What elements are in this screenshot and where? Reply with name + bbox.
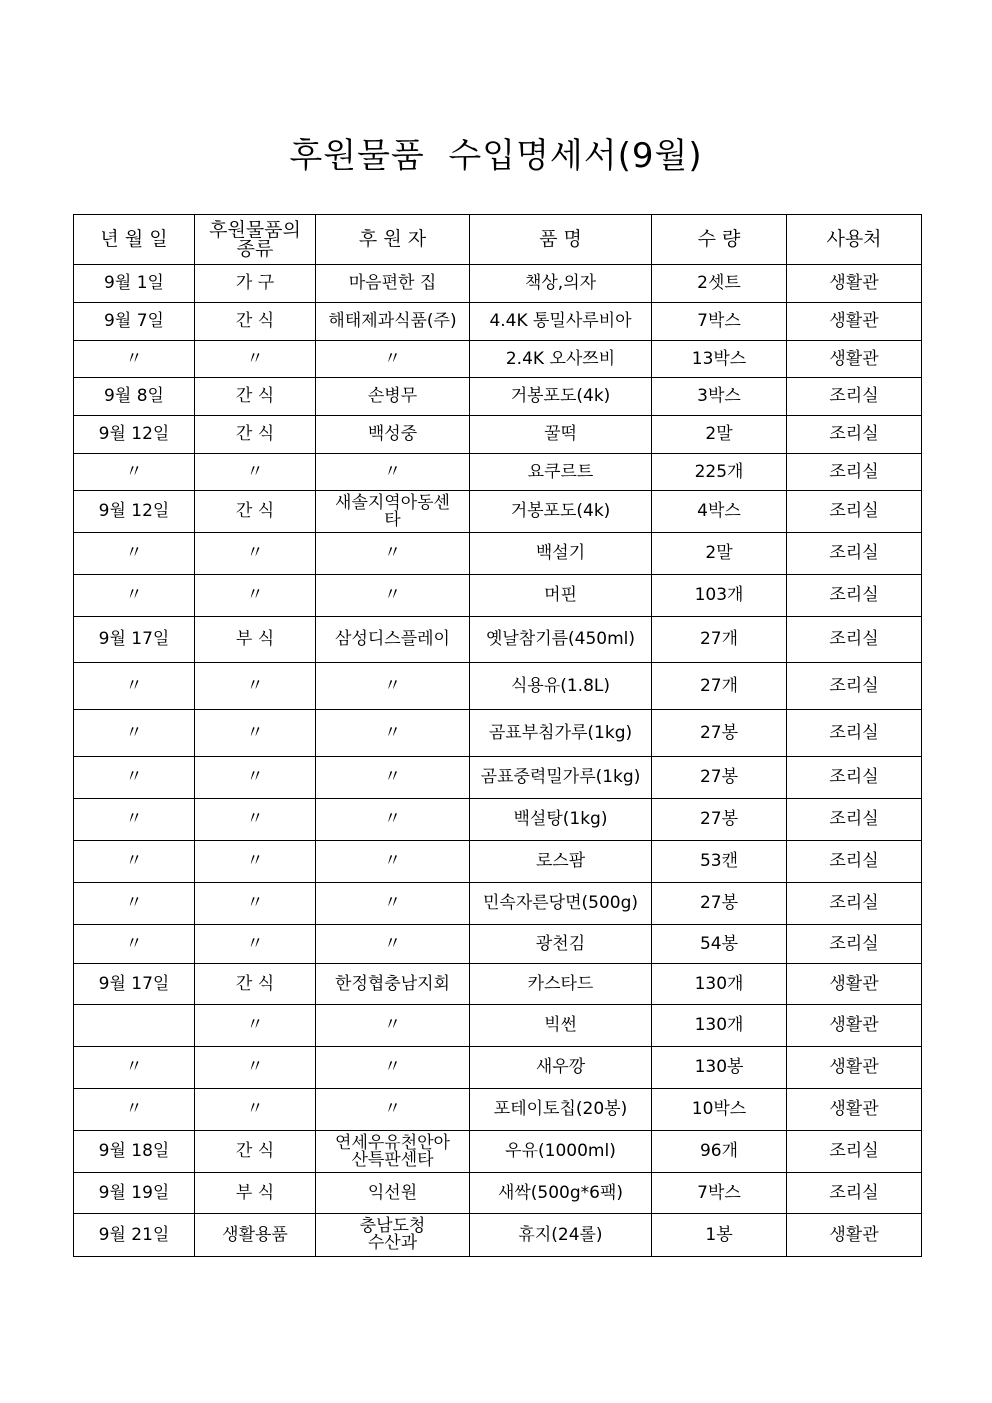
type-cell: 〃: [195, 454, 316, 491]
date-cell: 〃: [74, 533, 195, 575]
usage-cell: 생활관: [787, 1047, 922, 1089]
donor-cell: 〃: [316, 710, 470, 757]
donor-cell: 〃: [316, 925, 470, 964]
header-quantity: 수 량: [652, 215, 787, 265]
quantity-cell: 103개: [652, 575, 787, 617]
type-cell: 〃: [195, 533, 316, 575]
item-cell: 우유(1000ml): [470, 1131, 652, 1173]
type-cell: 간 식: [195, 378, 316, 416]
type-cell: 〃: [195, 841, 316, 883]
type-cell: 〃: [195, 575, 316, 617]
usage-cell: 생활관: [787, 1005, 922, 1047]
date-cell: 9월 12일: [74, 491, 195, 533]
header-donor: 후 원 자: [316, 215, 470, 265]
type-cell: 가 구: [195, 265, 316, 303]
item-cell: 거봉포도(4k): [470, 378, 652, 416]
quantity-cell: 10박스: [652, 1089, 787, 1131]
quantity-cell: 130개: [652, 964, 787, 1005]
usage-cell: 조리실: [787, 378, 922, 416]
donor-cell: 〃: [316, 454, 470, 491]
usage-cell: 조리실: [787, 883, 922, 925]
date-cell: 〃: [74, 575, 195, 617]
item-cell: 광천김: [470, 925, 652, 964]
usage-cell: 생활관: [787, 1214, 922, 1257]
date-cell: 9월 1일: [74, 265, 195, 303]
item-cell: 책상,의자: [470, 265, 652, 303]
donor-cell: 〃: [316, 663, 470, 710]
table-row: [74, 1047, 922, 1089]
date-cell: 〃: [74, 883, 195, 925]
donor-cell: 〃: [316, 1005, 470, 1047]
table-row: [74, 303, 922, 341]
item-cell: 머핀: [470, 575, 652, 617]
header-type: 후원물품의 종류: [195, 215, 316, 265]
type-cell: 부 식: [195, 1173, 316, 1214]
table-row: [74, 925, 922, 964]
quantity-cell: 54봉: [652, 925, 787, 964]
usage-cell: 생활관: [787, 1089, 922, 1131]
donor-cell: 충남도청 수산과: [316, 1214, 470, 1257]
item-cell: 옛날참기름(450ml): [470, 617, 652, 663]
quantity-cell: 2말: [652, 533, 787, 575]
date-cell: 〃: [74, 1047, 195, 1089]
type-cell: 간 식: [195, 964, 316, 1005]
quantity-cell: 27개: [652, 663, 787, 710]
table-row: [74, 491, 922, 533]
usage-cell: 생활관: [787, 303, 922, 341]
quantity-cell: 2셋트: [652, 265, 787, 303]
donor-cell: 삼성디스플레이: [316, 617, 470, 663]
usage-cell: 조리실: [787, 757, 922, 799]
item-cell: 백설기: [470, 533, 652, 575]
type-cell: 〃: [195, 799, 316, 841]
item-cell: 백설탕(1kg): [470, 799, 652, 841]
donor-cell: 〃: [316, 883, 470, 925]
type-cell: 생활용품: [195, 1214, 316, 1257]
table-row: [74, 663, 922, 710]
quantity-cell: 130개: [652, 1005, 787, 1047]
donor-cell: 손병무: [316, 378, 470, 416]
header-date: 년 월 일: [74, 215, 195, 265]
usage-cell: 조리실: [787, 575, 922, 617]
usage-cell: 조리실: [787, 799, 922, 841]
table-row: [74, 1173, 922, 1214]
item-cell: 휴지(24롤): [470, 1214, 652, 1257]
item-cell: 식용유(1.8L): [470, 663, 652, 710]
date-cell: 9월 17일: [74, 617, 195, 663]
date-cell: 9월 19일: [74, 1173, 195, 1214]
quantity-cell: 7박스: [652, 1173, 787, 1214]
type-cell: 간 식: [195, 491, 316, 533]
table-row: [74, 964, 922, 1005]
donor-cell: 〃: [316, 575, 470, 617]
table-row: [74, 1214, 922, 1257]
date-cell: 9월 18일: [74, 1131, 195, 1173]
table-row: [74, 883, 922, 925]
quantity-cell: 27봉: [652, 710, 787, 757]
item-cell: 2.4K 오사쯔비: [470, 341, 652, 378]
usage-cell: 조리실: [787, 1173, 922, 1214]
item-cell: 꿀떡: [470, 416, 652, 454]
date-cell: 9월 17일: [74, 964, 195, 1005]
usage-cell: 조리실: [787, 416, 922, 454]
table-row: [74, 841, 922, 883]
type-cell: 〃: [195, 1089, 316, 1131]
donor-cell: 익선원: [316, 1173, 470, 1214]
quantity-cell: 4박스: [652, 491, 787, 533]
date-cell: 9월 12일: [74, 416, 195, 454]
item-cell: 4.4K 통밀사루비아: [470, 303, 652, 341]
item-cell: 로스팜: [470, 841, 652, 883]
quantity-cell: 1봉: [652, 1214, 787, 1257]
usage-cell: 조리실: [787, 1131, 922, 1173]
item-cell: 거봉포도(4k): [470, 491, 652, 533]
table-row: [74, 710, 922, 757]
usage-cell: 조리실: [787, 841, 922, 883]
donor-cell: 해태제과식품(주): [316, 303, 470, 341]
quantity-cell: 27봉: [652, 757, 787, 799]
donor-cell: 〃: [316, 1089, 470, 1131]
item-cell: 곰표부침가루(1kg): [470, 710, 652, 757]
date-cell: 〃: [74, 1089, 195, 1131]
item-cell: 빅썬: [470, 1005, 652, 1047]
table-row: [74, 341, 922, 378]
table-row: [74, 1089, 922, 1131]
item-cell: 카스타드: [470, 964, 652, 1005]
quantity-cell: 27개: [652, 617, 787, 663]
usage-cell: 생활관: [787, 341, 922, 378]
usage-cell: 조리실: [787, 491, 922, 533]
type-cell: 〃: [195, 341, 316, 378]
table-row: [74, 454, 922, 491]
type-cell: 간 식: [195, 1131, 316, 1173]
donor-cell: 〃: [316, 841, 470, 883]
date-cell: 〃: [74, 710, 195, 757]
table-row: [74, 533, 922, 575]
date-cell: 〃: [74, 925, 195, 964]
date-cell: 9월 7일: [74, 303, 195, 341]
donor-cell: 〃: [316, 1047, 470, 1089]
donor-cell: 마음편한 집: [316, 265, 470, 303]
donor-cell: 〃: [316, 799, 470, 841]
table-row: [74, 416, 922, 454]
date-cell: 〃: [74, 757, 195, 799]
table-row: [74, 799, 922, 841]
item-cell: 새우깡: [470, 1047, 652, 1089]
table-row: [74, 378, 922, 416]
usage-cell: 조리실: [787, 454, 922, 491]
header-usage: 사용처: [787, 215, 922, 265]
usage-cell: 조리실: [787, 663, 922, 710]
usage-cell: 생활관: [787, 964, 922, 1005]
quantity-cell: 27봉: [652, 883, 787, 925]
table-row: [74, 1131, 922, 1173]
type-cell: 〃: [195, 710, 316, 757]
donor-cell: 〃: [316, 533, 470, 575]
donor-cell: 〃: [316, 757, 470, 799]
type-cell: 〃: [195, 925, 316, 964]
date-cell: 〃: [74, 663, 195, 710]
item-cell: 요쿠르트: [470, 454, 652, 491]
donor-cell: 백성중: [316, 416, 470, 454]
type-cell: 부 식: [195, 617, 316, 663]
quantity-cell: 225개: [652, 454, 787, 491]
type-cell: 〃: [195, 1047, 316, 1089]
header-item: 품 명: [470, 215, 652, 265]
type-cell: 〃: [195, 663, 316, 710]
item-cell: 곰표중력밀가루(1kg): [470, 757, 652, 799]
type-cell: 간 식: [195, 303, 316, 341]
donor-cell: 새솔지역아동센 타: [316, 491, 470, 533]
item-cell: 민속자른당면(500g): [470, 883, 652, 925]
usage-cell: 조리실: [787, 617, 922, 663]
page-title: 후원물품 수입명세서(9월): [289, 136, 703, 176]
quantity-cell: 27봉: [652, 799, 787, 841]
table-row: [74, 575, 922, 617]
usage-cell: 조리실: [787, 925, 922, 964]
quantity-cell: 130봉: [652, 1047, 787, 1089]
date-cell: 9월 21일: [74, 1214, 195, 1257]
date-cell: 〃: [74, 799, 195, 841]
quantity-cell: 53캔: [652, 841, 787, 883]
type-cell: 〃: [195, 757, 316, 799]
item-cell: 포테이토칩(20봉): [470, 1089, 652, 1131]
type-cell: 간 식: [195, 416, 316, 454]
donor-cell: 한정협충남지회: [316, 964, 470, 1005]
date-cell: 〃: [74, 341, 195, 378]
table-row: [74, 757, 922, 799]
quantity-cell: 7박스: [652, 303, 787, 341]
quantity-cell: 96개: [652, 1131, 787, 1173]
item-cell: 새싹(500g*6팩): [470, 1173, 652, 1214]
type-cell: 〃: [195, 883, 316, 925]
usage-cell: 조리실: [787, 710, 922, 757]
quantity-cell: 2말: [652, 416, 787, 454]
quantity-cell: 13박스: [652, 341, 787, 378]
quantity-cell: 3박스: [652, 378, 787, 416]
donation-table: [73, 214, 922, 1257]
table-row: [74, 617, 922, 663]
header-row: [74, 215, 922, 265]
table-row: [74, 265, 922, 303]
date-cell: 〃: [74, 454, 195, 491]
usage-cell: 생활관: [787, 265, 922, 303]
date-cell: 〃: [74, 841, 195, 883]
usage-cell: 조리실: [787, 533, 922, 575]
date-cell: 9월 8일: [74, 378, 195, 416]
table-row: [74, 1005, 922, 1047]
donor-cell: 연세우유천안아 산특판센타: [316, 1131, 470, 1173]
donor-cell: 〃: [316, 341, 470, 378]
type-cell: 〃: [195, 1005, 316, 1047]
date-cell: [74, 1005, 195, 1047]
